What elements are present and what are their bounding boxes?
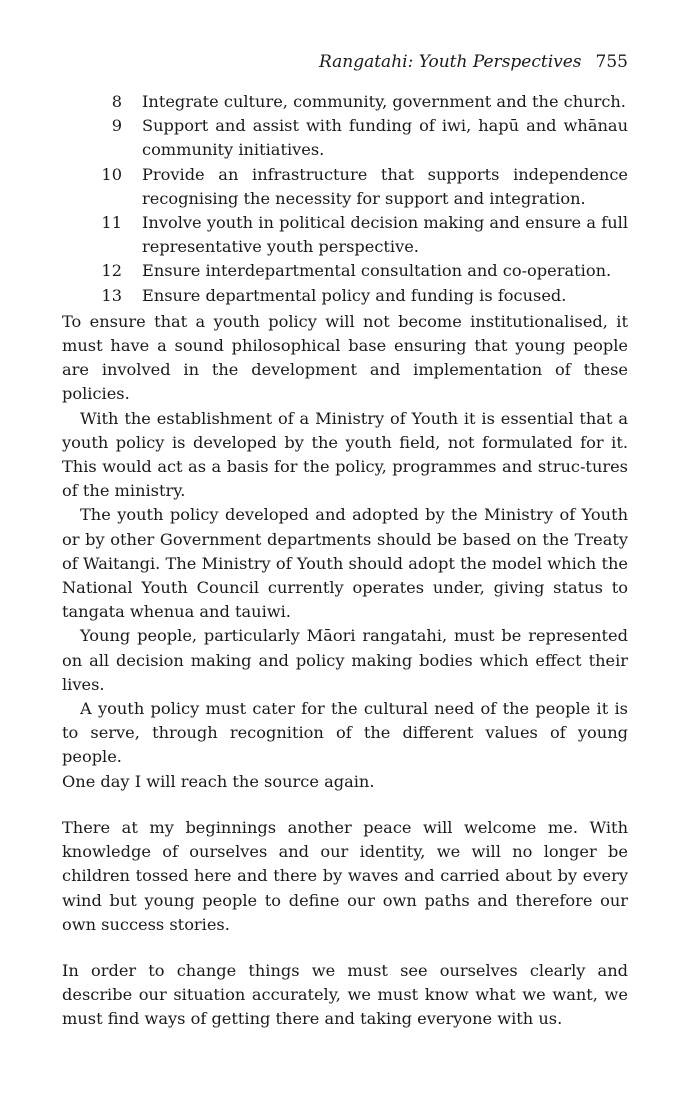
section-break <box>62 937 628 959</box>
list-item-text: Involve youth in political decision making and ensure a full representative youth perspective. <box>142 213 628 257</box>
list-item-number: 10 <box>101 164 122 184</box>
list-item-text: Integrate culture, community, government and the church. <box>142 92 626 111</box>
running-head <box>319 50 628 74</box>
list-item-text: Provide an infrastructure that supports independence recognising the necessity for support and integration. <box>142 164 628 208</box>
list-item-number: 9 <box>111 116 122 136</box>
page-body <box>62 90 628 1032</box>
running-title: Rangatahi: Youth Perspectives <box>318 52 582 72</box>
paragraph: In order to change things we must see ourselves clearly and describe our situation accurately, we must know what we want, we must find ways of getting there and taking everyone with us. <box>62 960 628 1029</box>
list-item-number: 11 <box>101 213 122 233</box>
paragraph: To ensure that a youth policy will not become institutionalised, it must have a sound philosophical base ensuring that young people are involved in the development and implementation of these policies. <box>62 311 628 404</box>
page-number: 755 <box>595 52 628 72</box>
list-item <box>62 211 628 259</box>
list-item-number: 13 <box>101 285 122 305</box>
paragraph: A youth policy must cater for the cultural need of the people it is to serve, through recognition of the different values of young people. <box>62 699 628 767</box>
paragraph: The youth policy developed and adopted by the Ministry of Youth or by other Government departments should be based on the Treaty of Waitangi. The Ministry of Youth should adopt the model which the National Youth Council currently operates under, giving status to tangata whenua and tauiwi. <box>62 505 628 622</box>
list-item-number: 8 <box>111 92 122 111</box>
paragraph: One day I will reach the source again. <box>62 771 375 791</box>
list-item <box>62 163 628 211</box>
numbered-list <box>62 90 628 308</box>
list-item <box>62 259 628 283</box>
section-break <box>62 794 628 816</box>
list-item <box>62 114 628 162</box>
list-item <box>62 284 628 308</box>
list-item-text: Ensure interdepartmental consultation and co-operation. <box>142 261 612 281</box>
list-item-text: Support and assist with funding of iwi, hapū and whānau community initiatives. <box>142 116 628 160</box>
paragraph: With the establishment of a Ministry of Youth it is essential that a youth policy is developed by the youth field, not formulated for it. This would act as a basis for the policy, programmes and struc-tures of the ministry. <box>62 408 628 501</box>
list-item-number: 12 <box>101 261 122 281</box>
paragraph: Young people, particularly Māori rangatahi, must be represented on all decision making and policy making bodies which effect their lives. <box>62 626 628 694</box>
list-item-text: Ensure departmental policy and funding is focused. <box>142 285 567 305</box>
paragraph: There at my beginnings another peace will welcome me. With knowledge of ourselves and our identity, we will no longer be children tossed here and there by waves and carried about by every wind but young people to define our own paths and therefore our own success stories. <box>62 817 628 934</box>
list-item <box>62 90 628 114</box>
